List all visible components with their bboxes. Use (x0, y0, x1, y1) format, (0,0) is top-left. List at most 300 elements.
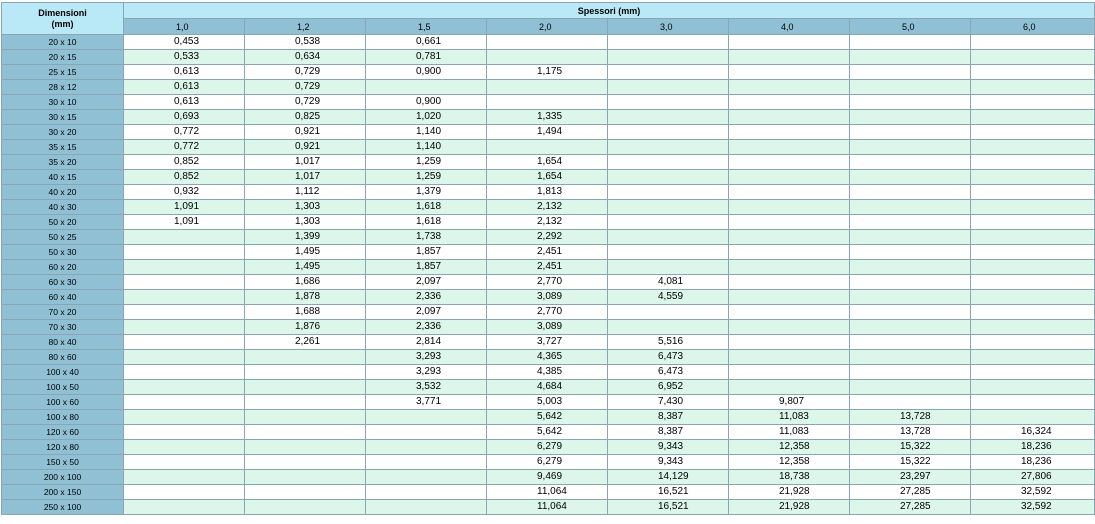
weight-cell (729, 275, 850, 290)
weight-cell (729, 95, 850, 110)
dimension-cell: 30 x 10 (2, 95, 124, 110)
weight-cell: 6,473 (608, 365, 729, 380)
weight-cell: 15,322 (850, 455, 971, 470)
weight-cell: 3,089 (487, 320, 608, 335)
weight-cell: 9,807 (729, 395, 850, 410)
weight-cell: 7,430 (608, 395, 729, 410)
weight-cell: 11,064 (487, 500, 608, 515)
weight-cell: 2,097 (366, 275, 487, 290)
dimensions-header (2, 3, 124, 35)
weight-cell: 1,259 (366, 155, 487, 170)
weight-cell: 21,928 (729, 500, 850, 515)
weight-cell: 1,303 (245, 200, 366, 215)
table-row (2, 140, 1095, 155)
weight-cell: 1,112 (245, 185, 366, 200)
weight-cell (366, 440, 487, 455)
table-row (2, 305, 1095, 320)
table-row (2, 275, 1095, 290)
weight-cell: 2,097 (366, 305, 487, 320)
weight-cell: 4,684 (487, 380, 608, 395)
weight-cell: 1,738 (366, 230, 487, 245)
weight-cell: 4,365 (487, 350, 608, 365)
weight-cell: 1,175 (487, 65, 608, 80)
weight-cell (971, 320, 1095, 335)
weight-cell (971, 365, 1095, 380)
weight-cell (608, 230, 729, 245)
weight-cell (971, 395, 1095, 410)
weight-cell: 0,921 (245, 140, 366, 155)
table-row (2, 260, 1095, 275)
weight-cell (850, 80, 971, 95)
weight-cell: 9,343 (608, 440, 729, 455)
dimension-cell: 80 x 60 (2, 350, 124, 365)
weight-cell: 12,358 (729, 455, 850, 470)
weight-cell: 2,814 (366, 335, 487, 350)
weight-cell (608, 110, 729, 125)
weight-cell (971, 50, 1095, 65)
weight-cell (366, 455, 487, 470)
weight-cell (245, 425, 366, 440)
weight-cell (971, 335, 1095, 350)
table-row (2, 50, 1095, 65)
weight-cell (245, 380, 366, 395)
weight-cell: 11,083 (729, 425, 850, 440)
weight-cell (366, 410, 487, 425)
weight-cell (850, 65, 971, 80)
weight-cell (124, 380, 245, 395)
thickness-header: 1,2 (245, 19, 366, 35)
weight-cell: 1,688 (245, 305, 366, 320)
table-row (2, 380, 1095, 395)
weight-cell: 12,358 (729, 440, 850, 455)
weight-cell: 2,132 (487, 200, 608, 215)
weight-cell (850, 350, 971, 365)
weight-cell (971, 140, 1095, 155)
weight-cell: 0,852 (124, 170, 245, 185)
weight-cell: 1,876 (245, 320, 366, 335)
weight-cell (124, 485, 245, 500)
weight-cell: 0,613 (124, 95, 245, 110)
weight-cell (124, 500, 245, 515)
weight-cell: 2,132 (487, 215, 608, 230)
dimension-cell: 50 x 25 (2, 230, 124, 245)
table-row (2, 170, 1095, 185)
weight-cell (971, 260, 1095, 275)
weight-cell (608, 185, 729, 200)
weight-cell: 1,259 (366, 170, 487, 185)
weight-cell: 4,559 (608, 290, 729, 305)
weight-cell: 0,453 (124, 35, 245, 50)
weight-cell: 0,781 (366, 50, 487, 65)
weight-cell: 2,292 (487, 230, 608, 245)
weight-table (1, 2, 1095, 515)
weight-cell: 8,387 (608, 410, 729, 425)
dimension-cell: 28 x 12 (2, 80, 124, 95)
dimension-cell: 40 x 15 (2, 170, 124, 185)
weight-cell (850, 320, 971, 335)
dimension-cell: 200 x 150 (2, 485, 124, 500)
weight-cell (850, 380, 971, 395)
weight-cell: 1,857 (366, 260, 487, 275)
weight-cell (366, 425, 487, 440)
weight-cell: 0,900 (366, 95, 487, 110)
weight-cell (487, 80, 608, 95)
weight-cell (487, 50, 608, 65)
dimensions-header-unit: (mm) (51, 18, 74, 29)
weight-cell (487, 95, 608, 110)
weight-cell: 2,451 (487, 260, 608, 275)
weight-cell: 0,613 (124, 65, 245, 80)
table-row (2, 500, 1095, 515)
thickness-header: 6,0 (971, 19, 1095, 35)
weight-cell: 1,494 (487, 125, 608, 140)
weight-cell (608, 125, 729, 140)
weight-cell: 6,279 (487, 455, 608, 470)
weight-cell: 3,771 (366, 395, 487, 410)
weight-cell: 18,236 (971, 440, 1095, 455)
weight-cell (124, 455, 245, 470)
thickness-group-header: Spessori (mm) (124, 3, 1095, 19)
dimension-cell: 60 x 20 (2, 260, 124, 275)
weight-cell (729, 260, 850, 275)
weight-cell: 2,336 (366, 320, 487, 335)
dimension-cell: 30 x 20 (2, 125, 124, 140)
weight-cell (729, 65, 850, 80)
dimension-cell: 70 x 30 (2, 320, 124, 335)
weight-cell (850, 215, 971, 230)
dimension-cell: 40 x 20 (2, 185, 124, 200)
weight-cell: 1,618 (366, 215, 487, 230)
weight-cell (245, 410, 366, 425)
weight-cell: 1,379 (366, 185, 487, 200)
weight-cell (487, 35, 608, 50)
weight-cell (850, 260, 971, 275)
weight-cell: 6,279 (487, 440, 608, 455)
weight-cell: 27,285 (850, 500, 971, 515)
weight-cell (124, 290, 245, 305)
weight-cell (245, 455, 366, 470)
weight-cell (729, 335, 850, 350)
table-row (2, 395, 1095, 410)
weight-cell: 0,772 (124, 140, 245, 155)
weight-cell (366, 485, 487, 500)
weight-cell: 11,064 (487, 485, 608, 500)
weight-cell: 3,293 (366, 350, 487, 365)
weight-cell (850, 35, 971, 50)
weight-cell (608, 35, 729, 50)
weight-cell (124, 305, 245, 320)
weight-cell: 1,813 (487, 185, 608, 200)
weight-cell: 2,770 (487, 275, 608, 290)
dimension-cell: 100 x 50 (2, 380, 124, 395)
table-row (2, 110, 1095, 125)
weight-cell (608, 140, 729, 155)
weight-cell (124, 260, 245, 275)
weight-cell: 5,516 (608, 335, 729, 350)
weight-cell (971, 185, 1095, 200)
weight-cell (729, 215, 850, 230)
weight-cell (608, 215, 729, 230)
weight-cell (124, 410, 245, 425)
weight-cell: 0,932 (124, 185, 245, 200)
dimension-cell: 150 x 50 (2, 455, 124, 470)
dimension-cell: 120 x 60 (2, 425, 124, 440)
table-row (2, 230, 1095, 245)
weight-cell (850, 365, 971, 380)
dimension-cell: 60 x 30 (2, 275, 124, 290)
weight-cell (971, 155, 1095, 170)
weight-cell (729, 155, 850, 170)
dimension-cell: 80 x 40 (2, 335, 124, 350)
weight-cell: 11,083 (729, 410, 850, 425)
weight-cell: 1,140 (366, 140, 487, 155)
table-row (2, 455, 1095, 470)
table-row (2, 215, 1095, 230)
weight-cell: 23,297 (850, 470, 971, 485)
weight-cell: 2,770 (487, 305, 608, 320)
weight-cell (850, 290, 971, 305)
weight-cell: 1,654 (487, 155, 608, 170)
weight-cell: 0,921 (245, 125, 366, 140)
weight-cell (124, 395, 245, 410)
dimension-cell: 120 x 80 (2, 440, 124, 455)
weight-cell: 2,451 (487, 245, 608, 260)
weight-cell (245, 395, 366, 410)
weight-cell: 0,729 (245, 80, 366, 95)
table-row (2, 440, 1095, 455)
weight-cell (124, 425, 245, 440)
thickness-header: 1,5 (366, 19, 487, 35)
weight-cell (971, 245, 1095, 260)
table-row (2, 185, 1095, 200)
weight-cell: 27,285 (850, 485, 971, 500)
weight-cell: 6,473 (608, 350, 729, 365)
table-row (2, 65, 1095, 80)
weight-cell (850, 50, 971, 65)
weight-cell (971, 170, 1095, 185)
weight-cell (850, 140, 971, 155)
weight-cell: 3,293 (366, 365, 487, 380)
dimension-cell: 35 x 15 (2, 140, 124, 155)
weight-cell (971, 230, 1095, 245)
weight-cell (729, 170, 850, 185)
weight-cell: 1,686 (245, 275, 366, 290)
weight-cell (366, 80, 487, 95)
weight-cell: 1,303 (245, 215, 366, 230)
weight-cell: 3,089 (487, 290, 608, 305)
weight-cell (850, 245, 971, 260)
weight-cell: 21,928 (729, 485, 850, 500)
weight-cell (729, 125, 850, 140)
weight-cell: 5,642 (487, 425, 608, 440)
weight-cell (729, 245, 850, 260)
weight-cell (971, 350, 1095, 365)
dimension-cell: 60 x 40 (2, 290, 124, 305)
weight-cell: 4,081 (608, 275, 729, 290)
weight-cell: 4,385 (487, 365, 608, 380)
weight-cell: 1,017 (245, 170, 366, 185)
weight-cell (729, 185, 850, 200)
weight-cell: 1,618 (366, 200, 487, 215)
weight-cell (608, 155, 729, 170)
weight-cell: 2,336 (366, 290, 487, 305)
dimension-cell: 100 x 40 (2, 365, 124, 380)
weight-cell (971, 110, 1095, 125)
weight-cell: 1,878 (245, 290, 366, 305)
weight-cell (608, 260, 729, 275)
weight-cell: 16,521 (608, 500, 729, 515)
weight-cell (971, 305, 1095, 320)
weight-cell (608, 200, 729, 215)
table-row (2, 200, 1095, 215)
weight-cell (971, 410, 1095, 425)
weight-cell: 0,538 (245, 35, 366, 50)
weight-cell (729, 320, 850, 335)
weight-cell (850, 230, 971, 245)
weight-cell: 13,728 (850, 425, 971, 440)
table-row (2, 410, 1095, 425)
dimension-cell: 250 x 100 (2, 500, 124, 515)
weight-cell: 1,495 (245, 245, 366, 260)
weight-cell: 0,729 (245, 65, 366, 80)
weight-cell: 1,335 (487, 110, 608, 125)
table-row (2, 125, 1095, 140)
weight-cell (971, 95, 1095, 110)
weight-cell: 1,017 (245, 155, 366, 170)
weight-cell: 14,129 (608, 470, 729, 485)
weight-cell (729, 35, 850, 50)
weight-cell: 16,521 (608, 485, 729, 500)
weight-cell (245, 485, 366, 500)
table-row (2, 320, 1095, 335)
weight-cell (124, 275, 245, 290)
weight-cell (124, 440, 245, 455)
weight-cell (124, 335, 245, 350)
weight-cell (850, 335, 971, 350)
table-row (2, 245, 1095, 260)
dimension-cell: 100 x 80 (2, 410, 124, 425)
table-body (2, 35, 1095, 515)
weight-cell (245, 470, 366, 485)
weight-cell (850, 200, 971, 215)
weight-cell: 1,140 (366, 125, 487, 140)
weight-cell: 1,091 (124, 215, 245, 230)
thickness-header-row (2, 19, 1095, 35)
thickness-header: 2,0 (487, 19, 608, 35)
weight-cell (124, 230, 245, 245)
table-row (2, 335, 1095, 350)
weight-cell: 0,825 (245, 110, 366, 125)
weight-cell: 9,469 (487, 470, 608, 485)
weight-cell: 1,399 (245, 230, 366, 245)
weight-cell: 27,806 (971, 470, 1095, 485)
weight-cell: 1,857 (366, 245, 487, 260)
weight-cell: 32,592 (971, 485, 1095, 500)
weight-cell: 8,387 (608, 425, 729, 440)
weight-cell (608, 65, 729, 80)
weight-cell (124, 470, 245, 485)
weight-cell (608, 170, 729, 185)
weight-cell: 0,772 (124, 125, 245, 140)
weight-cell: 32,592 (971, 500, 1095, 515)
weight-cell: 5,003 (487, 395, 608, 410)
weight-cell (608, 305, 729, 320)
weight-cell (850, 95, 971, 110)
weight-cell: 1,654 (487, 170, 608, 185)
weight-cell (850, 170, 971, 185)
dimension-cell: 50 x 30 (2, 245, 124, 260)
weight-cell (850, 125, 971, 140)
weight-cell (971, 35, 1095, 50)
weight-cell (245, 365, 366, 380)
weight-cell: 18,738 (729, 470, 850, 485)
weight-cell: 3,727 (487, 335, 608, 350)
dimension-cell: 20 x 10 (2, 35, 124, 50)
table-row (2, 80, 1095, 95)
thickness-header: 5,0 (850, 19, 971, 35)
dimension-cell: 100 x 60 (2, 395, 124, 410)
table-row (2, 485, 1095, 500)
weight-cell (487, 140, 608, 155)
weight-cell: 0,693 (124, 110, 245, 125)
weight-cell: 0,900 (366, 65, 487, 80)
weight-cell: 1,020 (366, 110, 487, 125)
dimension-cell: 50 x 20 (2, 215, 124, 230)
table-row (2, 290, 1095, 305)
weight-cell: 0,613 (124, 80, 245, 95)
weight-cell (608, 245, 729, 260)
weight-cell (850, 110, 971, 125)
thickness-header: 4,0 (729, 19, 850, 35)
table-row (2, 35, 1095, 50)
weight-cell: 5,642 (487, 410, 608, 425)
weight-cell (729, 365, 850, 380)
weight-cell (245, 500, 366, 515)
weight-cell (124, 365, 245, 380)
dimension-cell: 40 x 30 (2, 200, 124, 215)
weight-cell (971, 125, 1095, 140)
table-row (2, 95, 1095, 110)
weight-cell: 0,852 (124, 155, 245, 170)
weight-cell (850, 305, 971, 320)
weight-cell (971, 380, 1095, 395)
thickness-header: 1,0 (124, 19, 245, 35)
weight-cell (971, 65, 1095, 80)
weight-cell (971, 200, 1095, 215)
weight-cell: 1,495 (245, 260, 366, 275)
dimension-cell: 20 x 15 (2, 50, 124, 65)
weight-cell (850, 395, 971, 410)
table-row (2, 470, 1095, 485)
weight-cell (850, 185, 971, 200)
weight-cell: 16,324 (971, 425, 1095, 440)
dimension-cell: 70 x 20 (2, 305, 124, 320)
weight-cell (971, 290, 1095, 305)
weight-cell (729, 110, 850, 125)
weight-cell (971, 80, 1095, 95)
weight-cell: 0,533 (124, 50, 245, 65)
weight-cell (729, 380, 850, 395)
weight-cell (971, 215, 1095, 230)
dimension-cell: 35 x 20 (2, 155, 124, 170)
weight-cell: 2,261 (245, 335, 366, 350)
weight-cell (608, 50, 729, 65)
weight-cell (366, 500, 487, 515)
thickness-header: 3,0 (608, 19, 729, 35)
weight-cell (729, 350, 850, 365)
table-row (2, 350, 1095, 365)
dimension-cell: 200 x 100 (2, 470, 124, 485)
